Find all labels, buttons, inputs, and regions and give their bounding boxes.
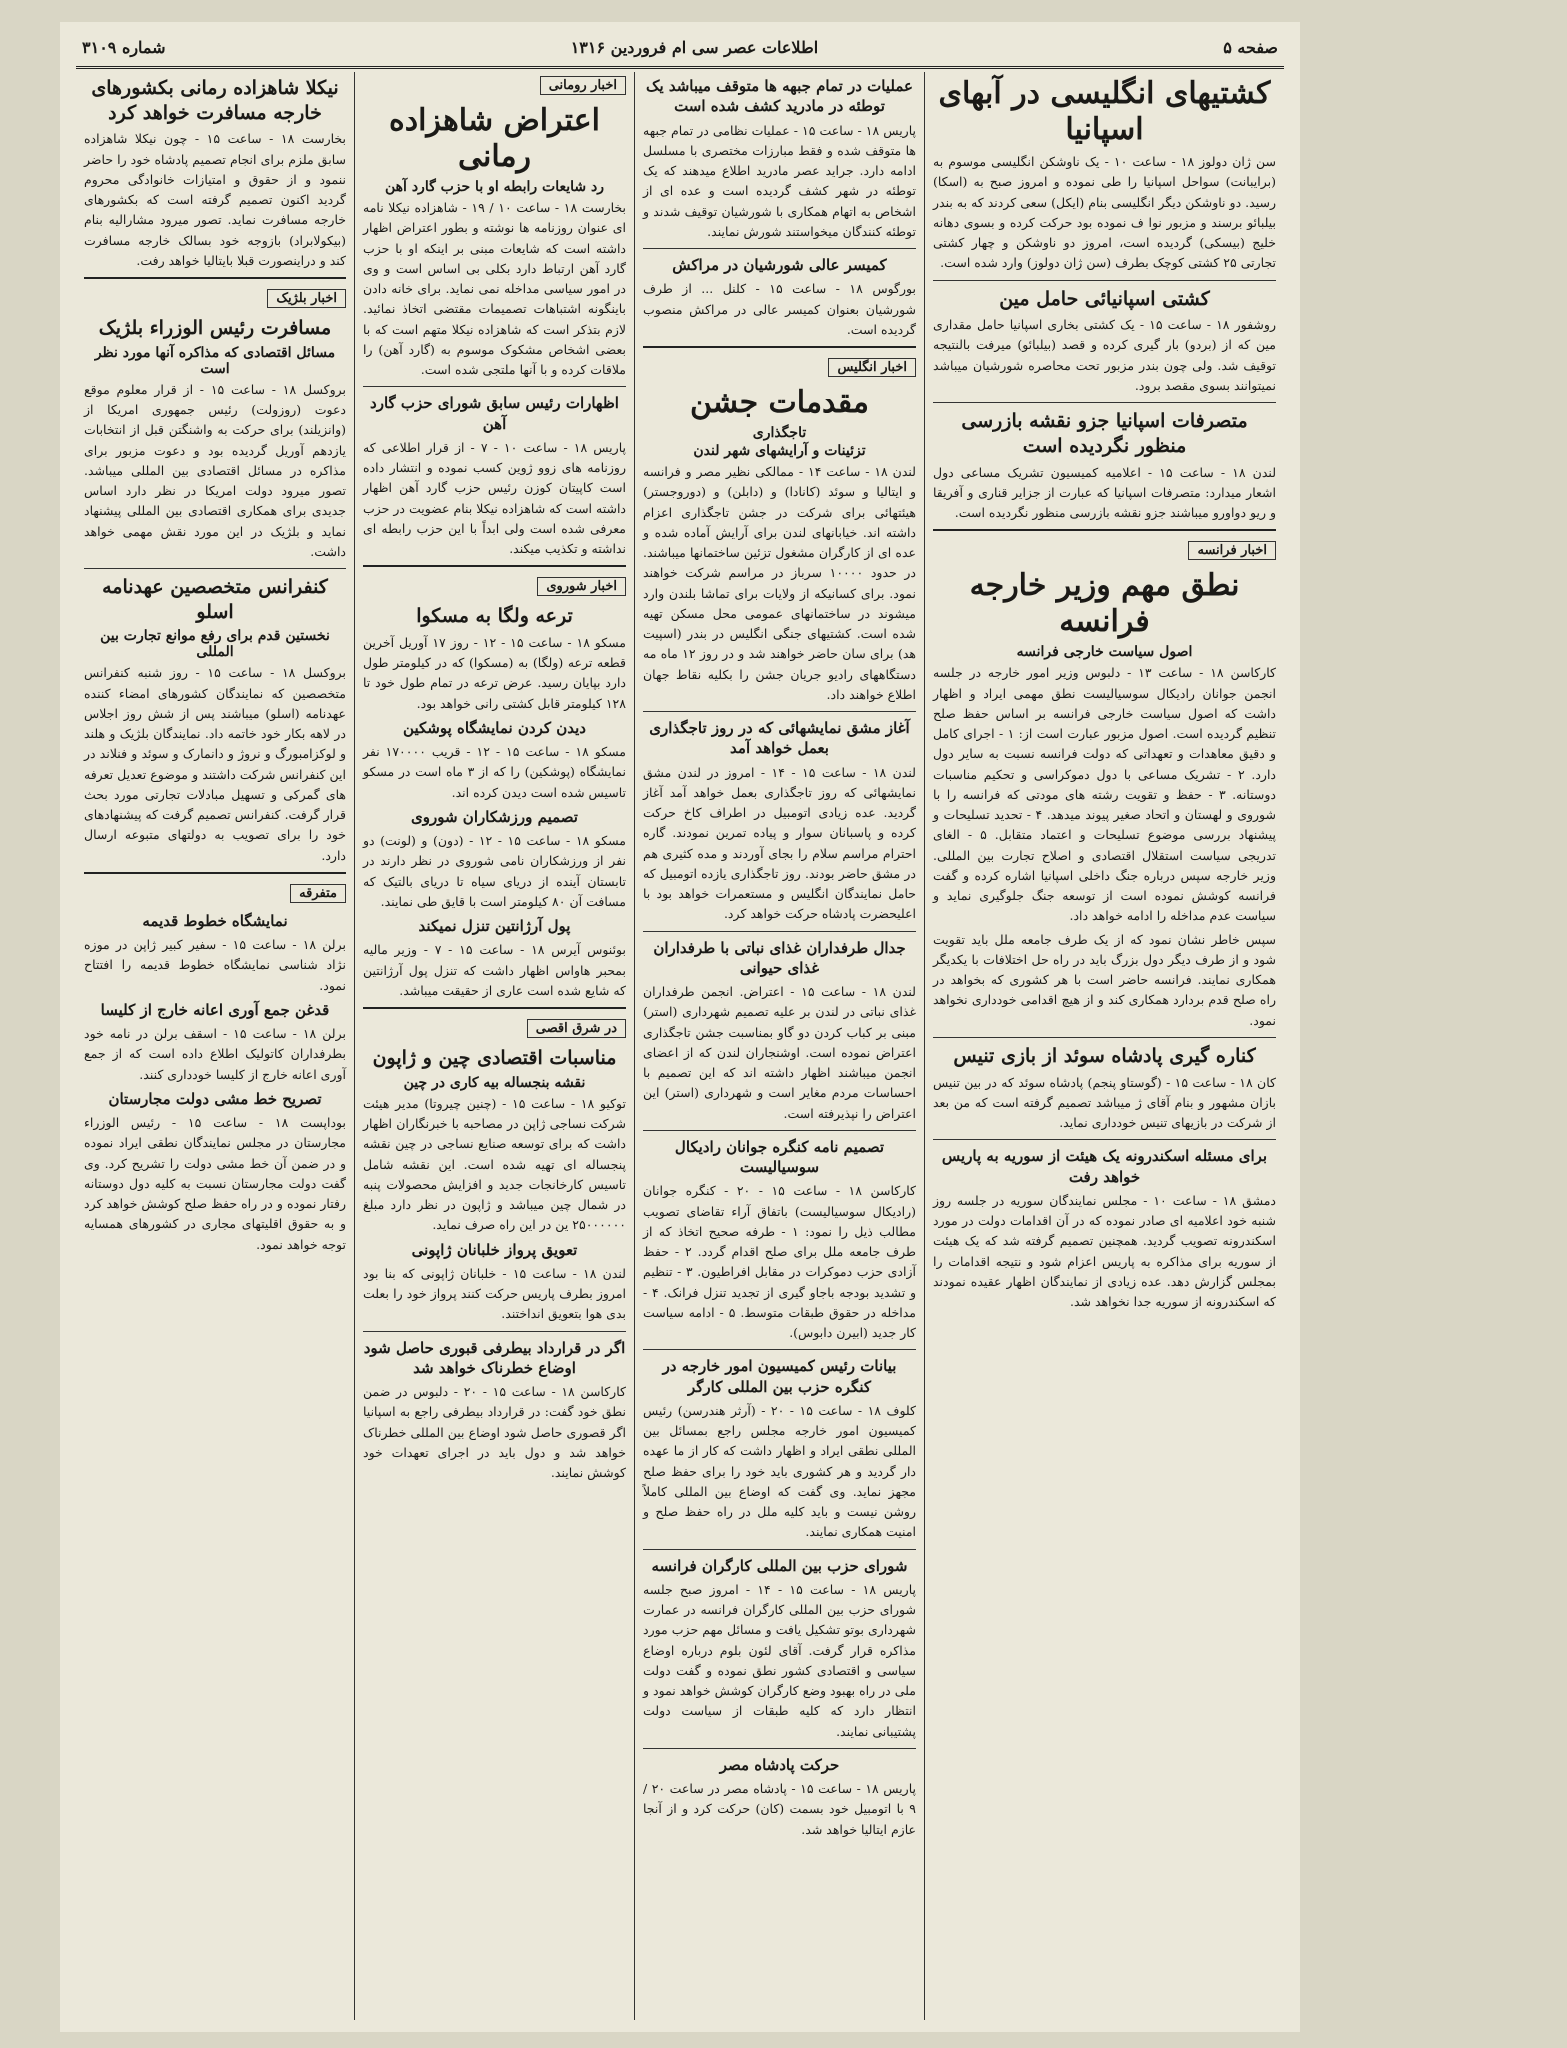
france-kicker: اخبار فرانسه bbox=[1188, 541, 1276, 560]
treaty-headline: اگر در قرارداد بیطرفی قبوری حاصل شود اوضاع خطرناک خواهد شد bbox=[363, 1338, 626, 1377]
ussr-kicker: اخبار شوروی bbox=[537, 577, 626, 596]
romania-kicker: اخبار رومانی bbox=[540, 76, 626, 95]
ussr-auto-headline: پول آرژانتین تنزل نمیکند bbox=[418, 917, 571, 936]
column-england bbox=[634, 72, 924, 2020]
spanish-ship-body: روشفور ۱۸ - ساعت ۱۵ - یک کشتی بخاری اسپانیا حامل مقداری مین که از (بردو) بار گیری کرده و قصد (بیلبائو) میرفت بالنتیجه توقیف شد. ولی چون بندر مزبور تحت محاصره شورشیان میباشد نمیتوانند بسوی مقصد برود. bbox=[933, 317, 1276, 393]
egypt-headline: حرکت پادشاه مصر bbox=[719, 1755, 840, 1774]
labour-headline: شورای حزب بین المللی کارگران فرانسه bbox=[651, 1556, 908, 1575]
oslo-headline: کنفرانس متخصصین عهدنامه اسلو bbox=[102, 576, 328, 623]
england-headline: مقدمات جشن bbox=[689, 385, 870, 420]
ussr-auto-body: بوئنوس آیرس ۱۸ - ساعت ۱۵ - ۷ - وزیر مالیه بمحبر هاواس اظهار داشت که تنزل پول آرژانتین که شایع شده است عاری از حقیقت میباشد. bbox=[363, 942, 626, 998]
france-headline: نطق مهم وزیر خارجه فرانسه bbox=[969, 568, 1240, 640]
spanish-ship-headline: کشتی اسپانیائی حامل مین bbox=[999, 287, 1210, 310]
far-east-headline: مناسبات اقتصادی چین و ژاپون bbox=[372, 1047, 617, 1070]
england-sub2: تزئینات و آرایشهای شهر لندن bbox=[693, 443, 866, 459]
morocco-body: بورگوس ۱۸ - ساعت ۱۵ - کلنل ... از طرف شورشیان بعنوان کمیسر عالی در مراکش منصوب گردیده است. bbox=[643, 281, 916, 337]
tennis-body: کان ۱۸ - ساعت ۱۵ - (گوستاو پنجم) پادشاه سوئد که در بین تنیس بازان مشهور و بنام آقای ژ میباشد تصمیم گرفته است که من بعد از شرکت در بازیهای تنیس خودداری نماید. bbox=[933, 1074, 1276, 1130]
syria-body: دمشق ۱۸ - ساعت ۱۰ - مجلس نمایندگان سوریه در جلسه روز شنبه خود اعلامیه ای صادر نموده که در آن اقدامات دولت در مورد اسکندرونه تصویب گردید. همچنین تصمیم گرفته شد که یک هیئت از سوریه برای مذاکره به پاریس اعزام شود و نتیجه اقدامات را بمجلس گزارش دهد. عده زیادی از نمایندگان اظهار عقیده نمودند که اسکندرونه از سوریه جدا نخواهد شد. bbox=[933, 1192, 1276, 1309]
egypt-body: پاریس ۱۸ - ساعت ۱۵ - پادشاه مصر در ساعت ۲۰ / ۹ با اتومبیل خود بسمت (کان) حرکت کرد و از آنجا عازم ایتالیا خواهد شد. bbox=[643, 1781, 916, 1837]
belgium-subheadline: مسائل اقتصادی که مذاکره آنها مورد نظر است bbox=[94, 344, 336, 377]
spain-body: سن ژان دولوز ۱۸ - ساعت ۱۰ - یک ناوشکن انگلیسی موسوم به (برایبانت) سواحل اسپانیا را طی نموده و امروز صبح به (اسکا) رسید. دو ناوشکن دیگر انگلیسی بنام (ایکل) سعی کردند که به بندر بیلبائو برسند و مزبور نوا ف نموده بود حرکت کرده و بسوی دهانه خلیج (بیسکی) گردیده است، امروز دو ناوشکن و چهار کشتی تجارتی ۲۵ کشتی کوچک بطرف (سن ژان دولوز) وارد شده است. bbox=[933, 154, 1276, 271]
england-kicker: اخبار انگلیس bbox=[828, 358, 916, 377]
food-body: لندن ۱۸ - ساعت ۱۵ - اعتراض. انجمن طرفداران غذای نباتی در لندن بر علیه تصمیم شهرداری (استر) مبنی بر کباب کردن دو گاو بمناسبت جشن تاجگذاری اعتراض نموده است. اوشنجاران لندن که از اعضای انجمن میباشند اظهار داشته اند که این تصمیم با احساسات مردم مغایر است و شهرداری (استر) این اعتراض را نپذیرفته است. bbox=[643, 984, 916, 1121]
romania-body: بخارست ۱۸ - ساعت ۱۰ / ۱۹ - شاهزاده نیکلا نامه ای عنوان روزنامه ها نوشته و بطور اعتراض اظهار داشته است که شایعات مبنی بر اینکه او با حزب گارد آهن ارتباط دارد بکلی بی اساس است و وی در امور سیاسی مداخله نمی نماید. برای خانه دادن باینگونه اشتباهات تصمیمات مقتضی اتخاذ نمائید. لازم بتذکر است که شاهزاده نیکلا متهم است که با بعضی اشخاص مشکوک موسوم به (گارد آهن) را ملاقات کرده و با آنها ملتجی شده است. bbox=[363, 200, 626, 377]
radical-body: کارکاسن ۱۸ - ساعت ۱۵ - ۲۰ - کنگره جوانان (رادیکال سوسیالیست) باتفاق آراء تقاضای تصویب مطالب ذیل را نمود: ۱ - طرفه صحیح اتخاذ که از طرف جامعه ملل برای صلح اقدام گردد. ۲ - حفظ آزادی حزب دموکرات در مقابل افراطیون. ۳ - تنظیم و تشدید بودجه باجاو گیری از تجدید تنزل فرانک. ۴ - مداخله در حقوق طبقات متوسط. ۵ - ادامه سیاست کار جدید (ابیرن دابوس). bbox=[643, 1183, 916, 1340]
ussr-headline: ترعه ولگا به مسکوا bbox=[416, 605, 573, 628]
coronation-body: لندن ۱۸ - ساعت ۱۵ - ۱۴ - امروز در لندن مشق نمایشهائی که روز تاجگذاری بعمل خواهد آمد آغاز گردید. عده زیادی اتومبیل در اطراف کاخ حرکت کرده و پاسبانان سوار و پیاده تمرین نمودند. گاره احترام مراسم سلام را بجای آوردند و مده کثیری هم در مشق حاضر بودند. روز تاجگذاری یازده اتومبیل که حامل نمایندگان انگلیس و مستعمرات خواهد بود با اعلیحضرت پادشاه حرکت خواهد کرد. bbox=[643, 764, 916, 922]
belgium-body: بروکسل ۱۸ - ساعت ۱۵ - از قرار معلوم موقع دعوت (روزولت) رئیس جمهوری امریکا از (وانزیلند) برای حرکت به واشنگتن قبل از انتخابات یازدهم آوریل گردیده بود و دعوت مزبور برای مذاکره در مسائل اقتصادی بین المللی میباشد. تصور میرود دولت امریکا در نظر دارد اساس جدیدی برای همکاری اقتصادی بین المللی پیشنهاد نماید و بلژیک در این مورد نقش مهمی خواهد داشت. bbox=[84, 381, 346, 559]
far-east-subheadline: نقشه بنجساله بیه کاری در چین bbox=[403, 1074, 586, 1091]
old-scripts-body: برلن ۱۸ - ساعت ۱۵ - سفیر کبیر ژاپن در موزه نژاد شناسی نمایشگاه خطوط قدیمه را افتتاح نمود. bbox=[84, 937, 346, 993]
column-spain-france bbox=[924, 72, 1284, 2020]
newspaper-page bbox=[60, 22, 1300, 2032]
operations-body: پاریس ۱۸ - ساعت ۱۵ - عملیات نظامی در تمام جبهه ها متوقف شده و فقط مبارزات مختصری با مسلسل ادامه دارد. جراید عصر مادرید اطلاع میدهند که یک توطئه در شهر کشف گردیده است و عده ای از اشخاص به اتهام همکاری با شورشیان توقیف شدند و توطئه کنندگان میخواستند شورش نمایند. bbox=[643, 122, 916, 239]
nicholas-body: بخارست ۱۸ - ساعت ۱۵ - چون نیکلا شاهزاده سابق ملزم برای انجام تصمیم پادشاه خود را حاضر ننمود و از حقوق و امتیازات خانوادگی محروم گردید اکنون تصمیم گرفته است که بکشورهای خارجه مسافرت نماید. تصور میرود مشارالیه بنام (بیکولابراد) بازوجه خود بسالک خارجه مسافرت کند و دراینصورت قبلا بایتالیا خواهد رفت. bbox=[84, 131, 346, 268]
france-body: کارکاسن ۱۸ - ساعت ۱۳ - دلبوس وزیر امور خارجه در جلسه انجمن جوانان رادیکال سوسیالیست نطق مهمی ایراد و اظهار داشت که اصول سیاست خارجی فرانسه بر اساس حفظ صلح تنظیم گردیده است. اصول مزبور عبارت است از: ۱ - اجرای کامل و دقیق معاهدات و تعهداتی که دولت فرانسه نسبت به سایر دول دارد. ۲ - تشریک مساعی با دول دموکراسی و تحکیم مناسبات دوستانه. ۳ - حفظ و تقویت رشته های مودتی که فرانسه را با شوروی و لهستان و اتحاد صغیر پیوند میدهد. ۴ - تحدید تسلیحات و پیشنهاد بررسی موضوع تسلیحات و اعتماد متقابل. ۵ - الغای تدریجی سیاست استقلال اقتصادی و اصلاح تجارت بین المللی. وزیر خارجه سپس درباره جنگ داخلی اسپانیا اشاره کرده و گفت فرانسه کوشش نموده است از توسعه جنگ جلوگیری نماید و سیاست عدم مداخله را ادامه خواهد داد. bbox=[933, 665, 1276, 924]
oslo-subheadline: نخستین قدم برای رفع موانع تجارت بین المللی bbox=[100, 628, 330, 661]
hungary-body: بوداپست ۱۸ - ساعت ۱۵ - رئیس الوزراء مجارستان در مجلس نمایندگان نطقی ایراد نموده و در ضمن آن خط مشی دولت را تشریح کرد. وی گفت دولت مجارستان نسبت به کلیه دول دوستانه رفتار نموده و در راه حفظ صلح کوشش خواهد کرد و به حقوق اقلیتهای مجاری در کشورهای همسایه توجه خواهد نمود. bbox=[84, 1115, 346, 1252]
church-headline: قدغن جمع آوری اعانه خارج از کلیسا bbox=[100, 1000, 330, 1019]
issue-date: اطلاعات عصر سی ام فروردین ۱۳۱۶ bbox=[570, 37, 819, 57]
ussr-exhibit-body: مسکو ۱۸ - ساعت ۱۵ - ۱۲ - قریب ۱۷۰۰۰۰ نفر نمایشگاه (پوشکین) را که از ۳ ماه است در مسکو تاسیس شده است دیدن کرده اند. bbox=[363, 744, 626, 800]
ussr-workers-headline: تصمیم ورزشکاران شوروی bbox=[411, 807, 578, 826]
morocco-headline: کمیسر عالی شورشیان در مراکش bbox=[672, 256, 887, 274]
church-body: برلن ۱۸ - ساعت ۱۵ - اسقف برلن در نامه خود بطرفداران کاتولیک اطلاع داده است که از جمع آوری اعانه خارج از کلیسا خودداری کنند. bbox=[84, 1026, 346, 1082]
belgium-kicker: اخبار بلژیک bbox=[267, 289, 346, 308]
romania-headline: اعتراض شاهزاده رمانی bbox=[389, 103, 600, 174]
column-belgium-misc bbox=[76, 72, 354, 2020]
operations-headline: عملیات در تمام جبهه ها متوقف میباشد یک توطئه در مادرید کشف شده است bbox=[646, 77, 913, 116]
labour-body: پاریس ۱۸ - ساعت ۱۵ - ۱۴ - امروز صبح جلسه شورای حزب بین المللی کارگران فرانسه در عمارت شهرداری بوتو تشکیل یافت و مسائل مهم حزب مورد مذاکره قرار گرفت. آقای لئون بلوم درباره اوضاع سیاسی و اقتصادی کشور نطق نموده و گفت دولت ملی در راه بهبود وضع کارگران کوشش خواهد نمود و انتظار دارد که کلیه طبقات از سیاست دولت پشتیبانی نمایند. bbox=[643, 1581, 916, 1739]
radical-headline: تصمیم نامه کنگره جوانان رادیکال سوسیالیست bbox=[674, 1137, 885, 1176]
england-sub1: تاجگذاری bbox=[752, 425, 807, 441]
food-headline: جدال طرفداران غذای نباتی با طرفداران غذای حیوانی bbox=[653, 938, 906, 977]
old-scripts-headline: نمایشگاه خطوط قدیمه bbox=[142, 911, 288, 930]
ussr-body: مسکو ۱۸ - ساعت ۱۵ - ۱۲ - روز ۱۷ آوریل آخرین قطعه ترعه (ولگا) به (مسکوا) که در کیلومتر طول دارد بپایان رسید. عرض ترعه در تمام طول خود تا ۱۲۸ کیلومتر قابل کشتی رانی خواهد بود. bbox=[363, 634, 627, 711]
columns-grid bbox=[76, 72, 1284, 2020]
restrictions-headline: متصرفات اسپانیا جزو نقشه بازرسی منظور نگردیده است bbox=[961, 410, 1248, 457]
treaty-body: کارکاسن ۱۸ - ساعت ۱۵ - ۲۰ - دلبوس در ضمن نطق خود گفت: در قرارداد بیطرفی راجع به اسپانیا اگر قصوری حاصل شود اوضاع بین المللی خطرناک خواهد شد و دول باید در اجرای تعهدات خود کوشش نمایند. bbox=[363, 1384, 626, 1481]
ussr-workers-body: مسکو ۱۸ - ساعت ۱۵ - ۱۲ - (دون) و (لونت) دو نفر از ورزشکاران نامی شوروی در نظر دارند در تابستان آینده از دریای سیاه تا دریای بالتیک که مسافت آن ۸۰ کیلومتر است با قایق طی نمایند. bbox=[363, 833, 626, 909]
issue-number: شماره ۳۱۰۹ bbox=[82, 37, 166, 57]
syria-headline: برای مسئله اسکندرونه یک هیئت از سوریه به پاریس خواهد رفت bbox=[941, 1147, 1268, 1186]
column-romania-ussr bbox=[354, 72, 634, 2020]
misc-kicker: متفرقه bbox=[290, 884, 346, 903]
restrictions-body: لندن ۱۸ - ساعت ۱۵ - اعلامیه کمیسیون تشریک مساعی دول اشعار میدارد: متصرفات اسپانیا که عبارت از جزایر قناری و آفریقا و ریو دواورو میباشند جزو نقشه بازرسی منظور نگردیده است. bbox=[933, 464, 1276, 521]
iron-guard-body: پاریس ۱۸ - ساعت ۱۰ - ۷ - از قرار اطلاعی که روزنامه های زوو ژوین کسب نموده و انتشار داده است کاپیتان کوزن رئیس حزب گارد آهن اظهار داشته است که شاهزاده نیکلا بنام عضویت در حزب معرفی شده است ولی ابداً با این حزب رابطه ای نداشته و تکذیب میکند. bbox=[363, 439, 626, 556]
nicholas-headline: نیکلا شاهزاده رمانی بکشورهای خارجه مسافرت خواهد کرد bbox=[91, 77, 339, 124]
far-east-body: توکیو ۱۸ - ساعت ۱۵ - (چنین چیروتا) مدیر هیئت شرکت نساجی ژاپن در مصاحبه با خبرنگاران اظهار داشت که برای توسعه صنایع نساجی در چین نقشه پنجساله ای تهیه شده است. این نقشه شامل تاسیس کارخانجات جدید و افزایش محصولات پنبه در شمال چین میباشد و ژاپون در نظر دارد مبلغ ۲۵۰۰۰۰۰۰ ین در این راه صرف نماید. bbox=[363, 1095, 626, 1233]
ussr-exhibit-headline: دیدن کردن نمایشگاه پوشکین bbox=[403, 718, 586, 737]
tennis-headline: کناره گیری پادشاه سوئد از بازی تنیس bbox=[953, 1044, 1256, 1067]
flight-headline: تعویق پرواز خلبانان ژاپونی bbox=[411, 1240, 578, 1259]
iron-guard-headline: اظهارات رئیس سابق شورای حزب گارد آهن bbox=[370, 394, 619, 433]
foreign-affairs-headline: بیانات رئیس کمیسیون امور خارجه در کنگره حزب بین المللی کارگر bbox=[662, 1357, 897, 1396]
belgium-headline: مسافرت رئیس الوزراء بلژیک bbox=[98, 317, 332, 340]
romania-subheadline: رد شایعات رابطه او با حزب گارد آهن bbox=[385, 179, 604, 195]
far-east-kicker: در شرق اقصی bbox=[527, 1019, 626, 1038]
masthead bbox=[76, 30, 1284, 69]
england-body: لندن ۱۸ - ساعت ۱۴ - ممالکی نظیر مصر و فرانسه و ایتالیا و سوئد (کانادا) و (دابلن) و (دوروجستر) هیئتهائی برای شرکت در جشن تاجگذاری اعزام داشته اند. خیابانهای لندن برای آرایش آماده شده و عده ای از کارگران مشغول تزئین ساختمانها میباشند. در حدود ۱۰۰۰۰ سرباز در مراسم شرکت خواهند نمود. برای کسانیکه از ولایات برای تماشا بلندن وارد میشوند در ساختمانهای عمومی محل مسکن تهیه شده است. کشتیهای جنگی انگلیس در بندر (اسپیت هد) برای سان حاضر خواهند شد و در روز ۱۲ ماه مه دستگاههای رادیو جریان جشن را بکلیه نقاط جهان اطلاع خواهند داد. bbox=[643, 464, 916, 702]
spain-headline: کشتیهای انگلیسی در آبهای اسپانیا bbox=[938, 76, 1271, 147]
foreign-affairs-body: کلوف ۱۸ - ساعت ۱۵ - ۲۰ - (آرثر هندرسن) رئیس کمیسیون امور خارجه مجلس راجع بمسائل بین المللی نطقی ایراد و اظهار داشت که کار از ما عهده دار گردید و هر کشوری باید خود را برای حفظ صلح مجهز نماید. وی گفت که اوضاع بین المللی کاملاً روشن نیست و باید کلیه ملل در راه حفظ صلح و امنیت همکاری نمایند. bbox=[643, 1402, 916, 1540]
hungary-headline: تصریح خط مشی دولت مجارستان bbox=[108, 1089, 322, 1108]
oslo-body: بروکسل ۱۸ - ساعت ۱۵ - روز شنبه کنفرانس متخصصین که نمایندگان کشورهای امضاء کننده عهدنامه (اسلو) میباشند پس از شش روز اجلاس در لاهه بکار خود خاتمه داد. نمایندگان بلژیک و هلند و لوکزامبورگ و نروژ و دانمارک و سوئد و فنلاند در این کنفرانس شرکت داشتند و موضوع تعدیل تعرفه های گمرکی و تسهیل مبادلات تجارتی مورد بحث قرار گرفت. کنفرانس تصمیم گرفت که پیشنهادهای خود را برای تصویب به دولتهای متبوعه ارسال دارد. bbox=[83, 665, 346, 863]
france-subheadline: اصول سیاست خارجی فرانسه bbox=[1016, 644, 1193, 661]
page-number: صفحه ۵ bbox=[1223, 37, 1278, 57]
france-body-continued: سپس خاطر نشان نمود که از یک طرف جامعه ملل باید تقویت شود و از طرف دیگر دول بزرگ باید در راه حل اختلافات با یکدیگر همکاری نمایند. فرانسه حاضر است با هر کشوری که بخواهد در راه صلح قدم بردارد همکاری کند و از هیچ اقدامی خودداری نخواهد نمود. bbox=[933, 931, 1276, 1028]
flight-body: لندن ۱۸ - ساعت ۱۵ - خلبانان ژاپونی که بنا بود امروز بطرف پاریس حرکت کنند پرواز خود را بعلت بدی هوا بتعویق انداختند. bbox=[363, 1265, 626, 1322]
coronation-headline: آغاز مشق نمایشهائی که در روز تاجگذاری بعمل خواهد آمد bbox=[649, 719, 910, 758]
